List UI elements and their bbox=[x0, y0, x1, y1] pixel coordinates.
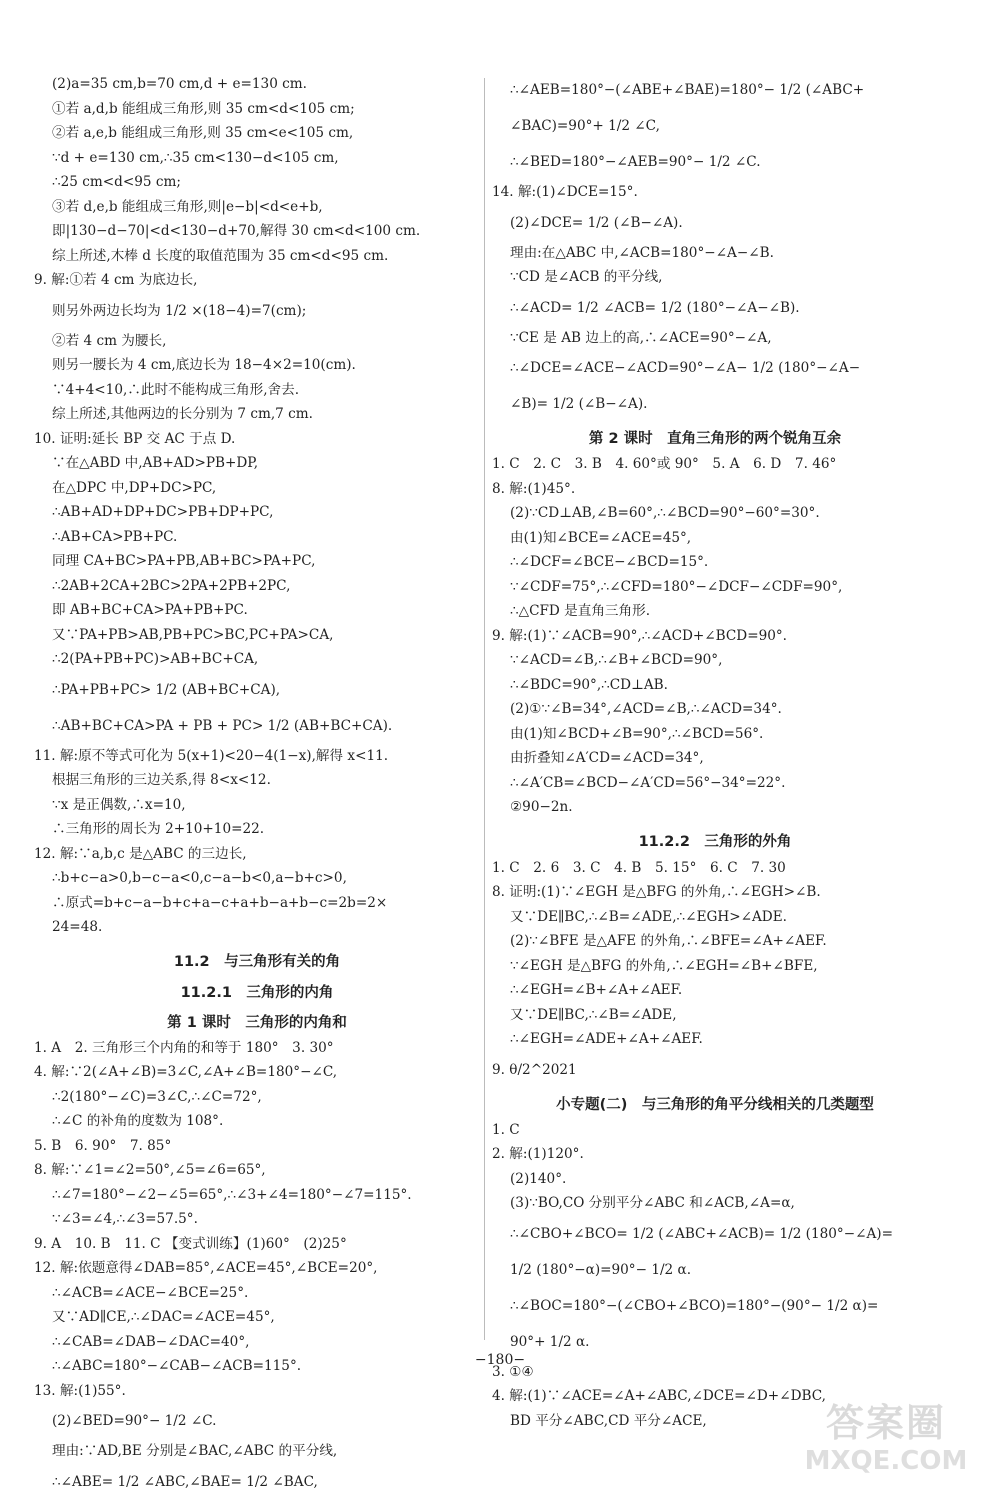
answer-line: ∴2AB+2CA+2BC>2PA+2PB+2PC, bbox=[52, 577, 291, 594]
answer-line: 综上所述,木棒 d 长度的取值范围为 35 cm<d<95 cm. bbox=[52, 247, 389, 264]
answer-line: 11. 解:原不等式可化为 5(x+1)<20−4(1−x),解得 x<11. bbox=[34, 747, 389, 764]
answer-line: 同理 CA+BC>PA+PB,AB+BC>PA+PC, bbox=[52, 553, 316, 569]
answer-line: (2)140°. bbox=[510, 1170, 567, 1187]
answer-line: 4. 解:∵2(∠A+∠B)=3∠C,∠A+∠B=180°−∠C, bbox=[34, 1064, 338, 1080]
answer-line: 9. 解:①若 4 cm 为底边长, bbox=[34, 272, 198, 288]
answer-line: 1. C bbox=[492, 1121, 520, 1138]
answer-line: 由(1)知∠BCE=∠ACE=45°, bbox=[510, 529, 692, 546]
answer-line: 由折叠知∠A′CD=∠ACD=34°, bbox=[510, 750, 704, 766]
answer-line: 9. A 10. B 11. C 【变式训练】(1)60° (2)25° bbox=[34, 1235, 347, 1252]
left-column bbox=[34, 72, 480, 1500]
answer-line: 12. 解:依题意得∠DAB=85°,∠ACE=45°,∠BCE=20°, bbox=[34, 1260, 378, 1276]
answer-line: ∴25 cm<d<95 cm; bbox=[52, 174, 181, 190]
answer-line: ∴∠BOC=180°−(∠CBO+∠BCO)=180°−(90°− 1/2 α)= bbox=[510, 1297, 879, 1314]
answer-line: ∴∠CAB=∠DAB−∠DAC=40°, bbox=[52, 1333, 250, 1350]
answer-line: ∵在△ABD 中,AB+AD>PB+DP, bbox=[52, 455, 259, 471]
watermark-text-zh: 答案圈 bbox=[825, 1401, 946, 1445]
answer-line: 9. 解:(1)∵∠ACB=90°,∴∠ACD+∠BCD=90°. bbox=[492, 627, 788, 644]
right-answers-part3 bbox=[492, 856, 938, 1088]
answer-line: 9. θ/2^2021 bbox=[492, 1061, 577, 1078]
answer-line: 即 AB+BC+CA>PA+PB+PC. bbox=[52, 602, 248, 618]
answer-line: ③若 d,e,b 能组成三角形,则|e−b|<d<e+b, bbox=[52, 198, 323, 215]
left-answers-part1 bbox=[34, 72, 480, 940]
answer-line: ∴∠EGH=∠ADE+∠A+∠AEF. bbox=[510, 1031, 703, 1047]
column-divider bbox=[484, 78, 485, 1340]
answer-line: 则另一腰长为 4 cm,底边长为 18−4×2=10(cm). bbox=[52, 357, 356, 373]
answer-line: ∵x 是正偶数,∴x=10, bbox=[52, 796, 186, 813]
answer-line: (2)a=35 cm,b=70 cm,d + e=130 cm. bbox=[52, 76, 307, 92]
right-answers-part1 bbox=[492, 72, 938, 422]
left-answers-part2 bbox=[34, 1036, 480, 1500]
right-column bbox=[492, 72, 938, 1433]
answer-line: ∴∠ABC=180°−∠CAB−∠ACB=115°. bbox=[52, 1358, 302, 1374]
answer-line: (3)∵BO,CO 分别平分∠ABC 和∠ACB,∠A=α, bbox=[510, 1195, 795, 1211]
special-topic-heading: 小专题(二) 与三角形的角平分线相关的几类题型 bbox=[556, 1096, 874, 1113]
answer-line: ∴原式=b+c−a−b+c+a−c+a+b−a+b−c=2b=2× bbox=[52, 894, 388, 911]
answer-line: 8. 解:(1)45°. bbox=[492, 480, 576, 497]
answer-line: ∴∠DCE=∠ACE−∠ACD=90°−∠A− 1/2 (180°−∠A− bbox=[510, 360, 861, 376]
answer-line: 4. 解:(1)∵∠ACE=∠A+∠ABC,∠DCE=∠D+∠DBC, bbox=[492, 1388, 826, 1404]
lesson-heading-2: 第 2 课时 直角三角形的两个锐角互余 bbox=[588, 431, 842, 447]
section-heading-11-2-2: 11.2.2 三角形的外角 bbox=[638, 833, 792, 850]
answer-line: ∴2(180°−∠C)=3∠C,∴∠C=72°, bbox=[52, 1088, 262, 1105]
answer-line: (2)∠BED=90°− 1/2 ∠C. bbox=[52, 1413, 217, 1429]
answer-line: ∴∠C 的补角的度数为 108°. bbox=[52, 1113, 224, 1129]
answer-line: 在△DPC 中,DP+DC>PC, bbox=[52, 479, 217, 496]
section-heading-11-2-1: 11.2.1 三角形的内角 bbox=[180, 984, 334, 1001]
answer-line: 5. B 6. 90° 7. 85° bbox=[34, 1137, 172, 1154]
answer-line: ∴∠ABE= 1/2 ∠ABC,∠BAE= 1/2 ∠BAC, bbox=[52, 1473, 318, 1490]
answer-line: 90°+ 1/2 α. bbox=[510, 1333, 590, 1350]
answer-line: 又∵PA+PB>AB,PB+PC>BC,PC+PA>CA, bbox=[52, 626, 334, 643]
answer-line: ∴AB+BC+CA>PA + PB + PC> 1/2 (AB+BC+CA). bbox=[52, 717, 393, 734]
answer-line: BD 平分∠ABC,CD 平分∠ACE, bbox=[510, 1412, 707, 1429]
lesson-heading-1: 第 1 课时 三角形的内角和 bbox=[167, 1014, 347, 1031]
answer-line: ∴∠A′CB=∠BCD−∠A′CD=56°−34°=22°. bbox=[510, 774, 786, 791]
answer-line: ∴∠7=180°−∠2−∠5=65°,∴∠3+∠4=180°−∠7=115°. bbox=[52, 1186, 412, 1203]
answer-line: 又∵DE∥BC,∴∠B=∠ADE, bbox=[510, 1006, 677, 1023]
watermark-text-en: MXQE.COM bbox=[804, 1446, 968, 1476]
right-answers-part2 bbox=[492, 452, 938, 820]
answer-line: 3. ①④ bbox=[492, 1363, 534, 1380]
answer-line: ∴∠DCF=∠BCE−∠BCD=15°. bbox=[510, 554, 709, 570]
answer-line: 则另外两边长均为 1/2 ×(18−4)=7(cm); bbox=[52, 302, 307, 319]
answer-line: 又∵AD∥CE,∴∠DAC=∠ACE=45°, bbox=[52, 1309, 275, 1325]
answer-line: 根据三角形的三边关系,得 8<x<12. bbox=[52, 772, 271, 788]
answer-line: ∵∠CDF=75°,∴∠CFD=180°−∠DCF−∠CDF=90°, bbox=[510, 578, 843, 595]
answer-line: ∵∠ACD=∠B,∴∠B+∠BCD=90°, bbox=[510, 652, 723, 668]
answer-line: (2)①∵∠B=34°,∠ACD=∠B,∴∠ACD=34°. bbox=[510, 701, 782, 717]
answer-line: ∴AB+AD+DP+DC>PB+DP+PC, bbox=[52, 504, 274, 520]
answer-line: 理由:∵AD,BE 分别是∠BAC,∠ABC 的平分线, bbox=[52, 1443, 338, 1459]
answer-line: 13. 解:(1)55°. bbox=[34, 1382, 126, 1399]
answer-line: ∴∠CBO+∠BCO= 1/2 (∠ABC+∠ACB)= 1/2 (180°−∠A)= bbox=[510, 1225, 893, 1242]
section-heading-11-2: 11.2 与三角形有关的角 bbox=[173, 953, 341, 970]
answer-line: ∵∠EGH 是△BFG 的外角,∴∠EGH=∠B+∠BFE, bbox=[510, 957, 818, 974]
answer-line: ∴∠AEB=180°−(∠ABE+∠BAE)=180°− 1/2 (∠ABC+ bbox=[510, 82, 865, 98]
answer-line: ∴三角形的周长为 2+10+10=22. bbox=[52, 821, 265, 837]
answer-line: 综上所述,其他两边的长分别为 7 cm,7 cm. bbox=[52, 406, 313, 422]
answer-line: 1. C 2. C 3. B 4. 60°或 90° 5. A 6. D 7. 46° bbox=[492, 456, 837, 472]
answer-line: ∠B)= 1/2 (∠B−∠A). bbox=[510, 396, 648, 412]
answer-line: 即|130−d−70|<d<130−d+70,解得 30 cm<d<100 cm. bbox=[52, 223, 421, 239]
answer-line: ∵4+4<10,∴此时不能构成三角形,舍去. bbox=[52, 381, 300, 398]
answer-line: ②若 a,e,b 能组成三角形,则 35 cm<e<105 cm, bbox=[52, 125, 354, 141]
answer-line: ②若 4 cm 为腰长, bbox=[52, 332, 167, 349]
watermark-logo bbox=[786, 1398, 986, 1480]
answer-line: ∴∠ACB=∠ACE−∠BCE=25°. bbox=[52, 1284, 249, 1301]
answer-line: (2)∠DCE= 1/2 (∠B−∠A). bbox=[510, 214, 683, 231]
answer-line: 理由:在△ABC 中,∠ACB=180°−∠A−∠B. bbox=[510, 244, 774, 261]
answer-line: ∠BAC)=90°+ 1/2 ∠C, bbox=[510, 118, 660, 134]
page-number: −180− bbox=[474, 1352, 526, 1368]
answer-line: 10. 证明:延长 BP 交 AC 于点 D. bbox=[34, 430, 236, 447]
answer-line: ①若 a,d,b 能组成三角形,则 35 cm<d<105 cm; bbox=[52, 100, 355, 117]
answer-line: ∴PA+PB+PC> 1/2 (AB+BC+CA), bbox=[52, 681, 281, 698]
answer-line: (2)∵∠BFE 是△AFE 的外角,∴∠BFE=∠A+∠AEF. bbox=[510, 933, 827, 949]
answer-line: 1/2 (180°−α)=90°− 1/2 α. bbox=[510, 1261, 692, 1278]
answer-line: ∴∠BDC=90°,∴CD⊥AB. bbox=[510, 676, 668, 693]
answer-line: 1. C 2. 6 3. C 4. B 5. 15° 6. C 7. 30 bbox=[492, 859, 786, 876]
answer-line: ∵∠3=∠4,∴∠3=57.5°. bbox=[52, 1211, 198, 1227]
answer-line: ∴△CFD 是直角三角形. bbox=[510, 603, 651, 619]
answer-line: ∵CE 是 AB 边上的高,∴∠ACE=90°−∠A, bbox=[510, 329, 772, 346]
answer-line: ∴∠EGH=∠B+∠A+∠AEF. bbox=[510, 982, 683, 998]
answer-line: ∴2(PA+PB+PC)>AB+BC+CA, bbox=[52, 651, 259, 667]
answer-line: (2)∵CD⊥AB,∠B=60°,∴∠BCD=90°−60°=30°. bbox=[510, 505, 820, 521]
answer-line: ∴AB+CA>PB+PC. bbox=[52, 528, 178, 545]
answer-line: 14. 解:(1)∠DCE=15°. bbox=[492, 184, 638, 200]
answer-line: 24=48. bbox=[52, 919, 103, 935]
answer-line: 8. 证明:(1)∵∠EGH 是△BFG 的外角,∴∠EGH>∠B. bbox=[492, 884, 821, 900]
answer-line: 1. A 2. 三角形三个内角的和等于 180° 3. 30° bbox=[34, 1039, 334, 1056]
answer-line: ∴∠BED=180°−∠AEB=90°− 1/2 ∠C. bbox=[510, 154, 761, 170]
answer-line: 2. 解:(1)120°. bbox=[492, 1146, 584, 1162]
answer-line: 由(1)知∠BCD+∠B=90°,∴∠BCD=56°. bbox=[510, 725, 764, 742]
answer-line: ∴b+c−a>0,b−c−a<0,c−a−b<0,a−b+c>0, bbox=[52, 870, 347, 886]
answer-line: ∵d + e=130 cm,∴35 cm<130−d<105 cm, bbox=[52, 149, 339, 166]
right-answers-part4 bbox=[492, 1118, 938, 1434]
answer-line: 12. 解:∵a,b,c 是△ABC 的三边长, bbox=[34, 845, 247, 862]
answer-line: ∵CD 是∠ACB 的平分线, bbox=[510, 269, 663, 285]
answer-line: ∴∠ACD= 1/2 ∠ACB= 1/2 (180°−∠A−∠B). bbox=[510, 299, 800, 316]
answer-line: 8. 解:∵∠1=∠2=50°,∠5=∠6=65°, bbox=[34, 1162, 266, 1178]
answer-line: 又∵DE∥BC,∴∠B=∠ADE,∴∠EGH>∠ADE. bbox=[510, 908, 787, 925]
answer-line: ②90−2n. bbox=[510, 799, 573, 815]
